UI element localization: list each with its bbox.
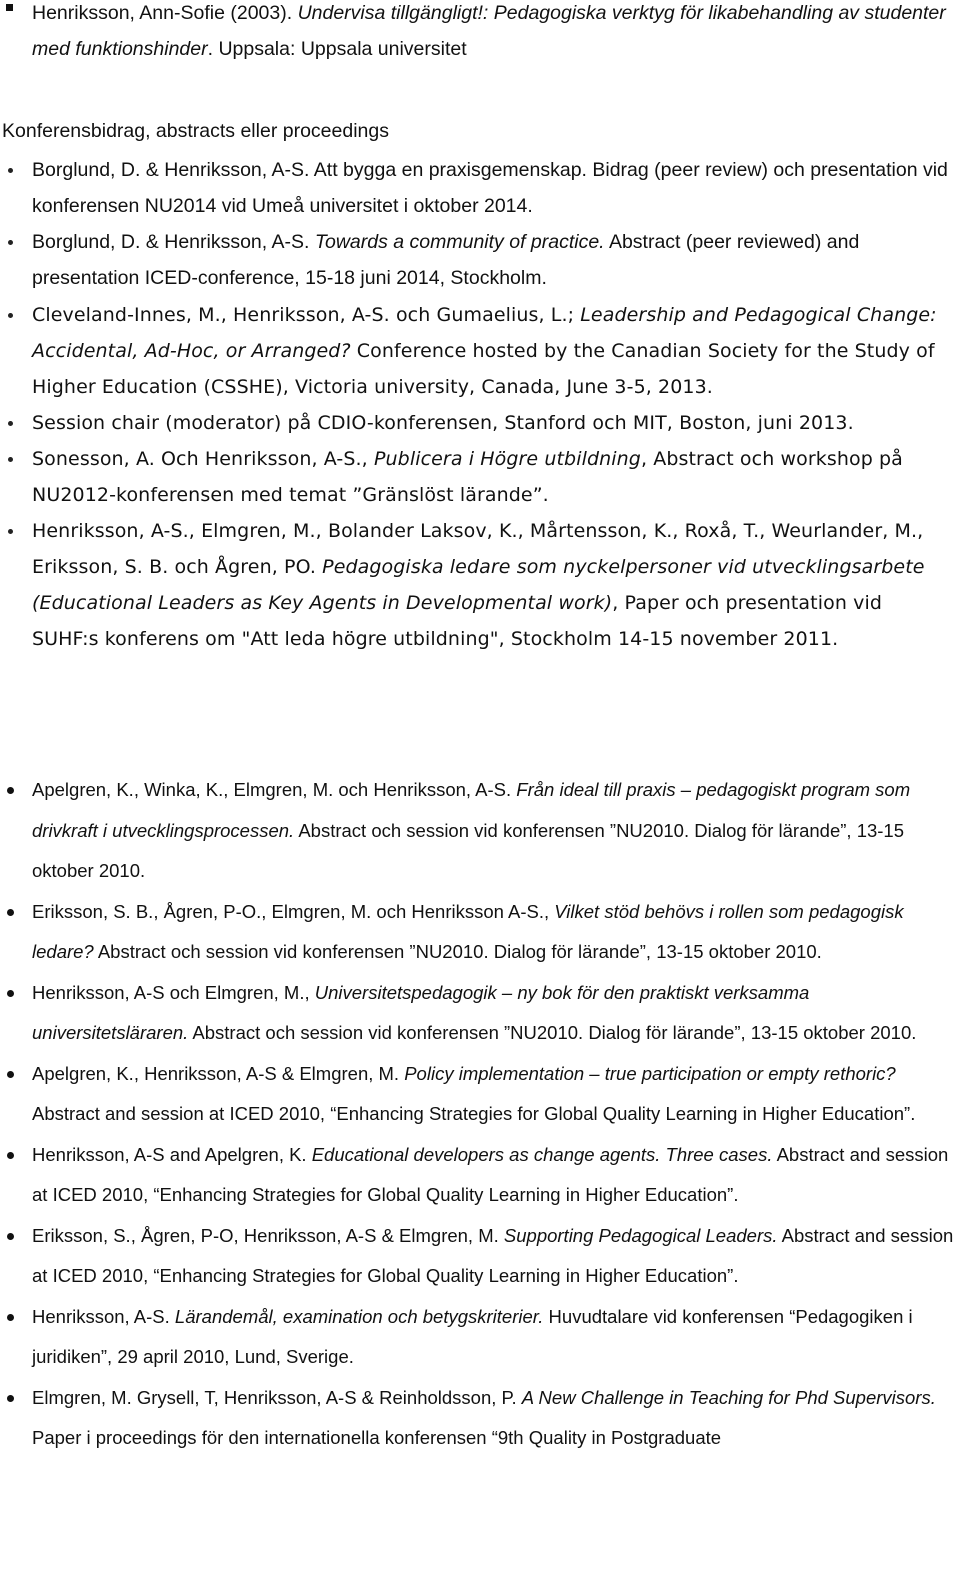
entry-text: Henriksson, Ann-Sofie (2003). Undervisa tillgängligt!: Pedagogiska verktyg för likabehandling av studenter med funktionshinder. Uppsala: Uppsala universitet [32,2,946,60]
list-item: Eriksson, S. B., Ågren, P-O., Elmgren, M. och Henriksson A-S., Vilket stöd behövs i rollen som pedagogisk ledare? Abstract och session vid konferensen ”NU2010. Dialog för lärande”, 13-15 oktober 2010. [0,892,960,973]
bullet-icon [8,168,13,173]
bullet-icon [7,1152,14,1159]
bullet-icon [8,240,13,245]
list-item: Cleveland-Innes, M., Henriksson, A-S. och Gumaelius, L.; Leadership and Pedagogical Change: Accidental, Ad-Hoc, or Arranged? Conference hosted by the Canadian Society for the Study of Higher Education (CSSHE), Victoria university, Canada, June 3-5, 2013. [0,297,960,405]
list-item: Apelgren, K., Winka, K., Elmgren, M. och Henriksson, A-S. Från ideal till praxis – pedagogiskt program som drivkraft i utvecklingsprocessen. Abstract och session vid konferensen ”NU2010. Dialog för lärande”, 13-15 oktober 2010. [0,770,960,892]
bullet-icon [8,457,13,462]
bullet-icon [7,1314,14,1321]
bullet-icon [8,313,13,318]
bullet-icon [7,787,14,794]
list-item: Eriksson, S., Ågren, P-O, Henriksson, A-S & Elmgren, M. Supporting Pedagogical Leaders. Abstract and session at ICED 2010, “Enhancing Strategies for Global Quality Learning in Higher Education”. [0,1216,960,1297]
list-item: Session chair (moderator) på CDIO-konferensen, Stanford och MIT, Boston, juni 2013. [0,405,960,441]
square-bullet-icon [6,4,13,11]
list-item: Apelgren, K., Henriksson, A-S & Elmgren, M. Policy implementation – true participation or empty rethoric? Abstract and session at ICED 2010, “Enhancing Strategies for Global Quality Learning in Higher Education”. [0,1054,960,1135]
list-item: Borglund, D. & Henriksson, A-S. Att bygga en praxisgemenskap. Bidrag (peer review) och presentation vid konferensen NU2014 vid Umeå universitet i oktober 2014. [0,152,960,224]
bullet-icon [7,1395,14,1402]
bullet-icon [7,990,14,997]
list-item: Sonesson, A. Och Henriksson, A-S., Publicera i Högre utbildning, Abstract och workshop på NU2012-konferensen med temat ”Gränslöst lärande”. [0,441,960,513]
bullet-icon [8,529,13,534]
list-item: Henriksson, A-S and Apelgren, K. Educational developers as change agents. Three cases. Abstract and session at ICED 2010, “Enhancing Strategies for Global Quality Learning in Higher Education”. [0,1135,960,1216]
bullet-icon [7,1233,14,1240]
section-heading: Konferensbidrag, abstracts eller proceedings [2,120,389,142]
publications-list-lower [0,770,960,1459]
publications-list-dejavu [0,297,960,657]
list-item [0,0,960,67]
list-item: Borglund, D. & Henriksson, A-S. Towards a community of practice. Abstract (peer reviewed) and presentation ICED-conference, 15-18 juni 2014, Stockholm. [0,224,960,296]
list-item: Henriksson, A-S., Elmgren, M., Bolander Laksov, K., Mårtensson, K., Roxå, T., Weurlander, M., Eriksson, S. B. och Ågren, PO. Pedagogiska ledare som nyckelpersoner vid utvecklingsarbete (Educational Leaders as Key Agents in Developmental work), Paper och presentation vid SUHF:s konferens om "Att leda högre utbildning", Stockholm 14-15 november 2011. [0,513,960,657]
bullet-icon [7,909,14,916]
publications-list-top [0,0,960,67]
publications-list-mid [0,152,960,296]
bullet-icon [7,1071,14,1078]
list-item: Henriksson, A-S. Lärandemål, examination och betygskriterier. Huvudtalare vid konferensen “Pedagogiken i juridiken”, 29 april 2010, Lund, Sverige. [0,1297,960,1378]
bullet-icon [8,421,13,426]
list-item: Elmgren, M. Grysell, T, Henriksson, A-S & Reinholdsson, P. A New Challenge in Teaching for Phd Supervisors. Paper i proceedings för den internationella konferensen “9th Quality in Postgraduate [0,1378,960,1459]
list-item: Henriksson, A-S och Elmgren, M., Universitetspedagogik – ny bok för den praktiskt verksamma universitetsläraren. Abstract och session vid konferensen ”NU2010. Dialog för lärande”, 13-15 oktober 2010. [0,973,960,1054]
